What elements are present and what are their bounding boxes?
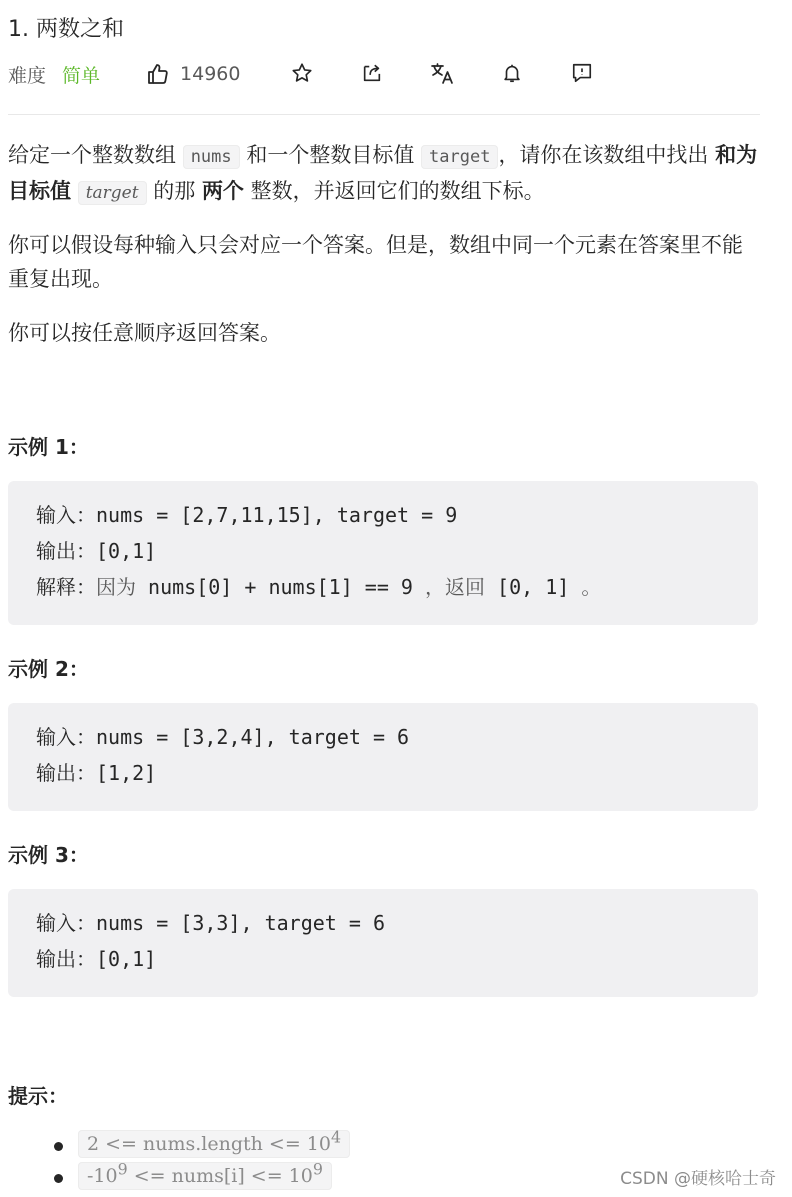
thumbs-up-icon bbox=[146, 62, 170, 86]
problem-meta-bar bbox=[8, 58, 768, 90]
example-2-block bbox=[8, 703, 758, 811]
share-icon bbox=[361, 62, 383, 84]
output-value: [1,2] bbox=[96, 761, 157, 785]
inline-code-target-italic: target bbox=[78, 181, 147, 205]
description-paragraph-2: 你可以假设每种输入只会对应一个答案。但是，数组中同一个元素在答案里不能重复出现。 bbox=[8, 233, 743, 291]
subscribe-button[interactable] bbox=[500, 61, 524, 85]
input-label: 输入： bbox=[36, 503, 96, 527]
hint-item bbox=[78, 1128, 350, 1160]
inline-code-nums: nums bbox=[183, 145, 240, 169]
inline-code-target: target bbox=[421, 145, 498, 169]
example-explain-line bbox=[36, 569, 730, 605]
text: 整数，并返回它们的数组下标。 bbox=[250, 179, 545, 203]
explain-label: 解释： bbox=[36, 575, 96, 599]
example-2-heading: 示例 2： bbox=[8, 657, 89, 681]
hints-list bbox=[0, 1128, 350, 1192]
example-input-line bbox=[36, 905, 730, 941]
input-value: nums = [3,3], target = 6 bbox=[96, 911, 385, 935]
feedback-icon bbox=[571, 62, 593, 84]
output-value: [0,1] bbox=[96, 947, 157, 971]
hint-exponent: 9 bbox=[312, 1160, 323, 1179]
example-1-heading: 示例 1： bbox=[8, 435, 89, 459]
bold-text: 和为目标值 bbox=[8, 143, 758, 203]
header-divider bbox=[8, 114, 760, 115]
difficulty-badge: 简单 bbox=[62, 64, 101, 87]
like-button[interactable] bbox=[146, 62, 240, 86]
hint-text: -10 bbox=[87, 1165, 118, 1188]
difficulty-label: 难度 bbox=[8, 64, 47, 87]
text: 因为 bbox=[96, 575, 136, 599]
output-label: 输出： bbox=[36, 761, 96, 785]
input-label: 输入： bbox=[36, 725, 96, 749]
example-input-line bbox=[36, 497, 730, 533]
example-output-line bbox=[36, 941, 730, 977]
text: ，返回 bbox=[425, 575, 485, 599]
translate-icon bbox=[430, 61, 454, 85]
translate-button[interactable] bbox=[430, 61, 454, 85]
hints-heading: 提示： bbox=[8, 1084, 68, 1108]
input-label: 输入： bbox=[36, 911, 96, 935]
example-output-line bbox=[36, 755, 730, 791]
example-1-block bbox=[8, 481, 758, 625]
explain-code: [0, 1] bbox=[497, 575, 570, 599]
bell-icon bbox=[501, 62, 523, 84]
input-value: nums = [2,7,11,15], target = 9 bbox=[96, 503, 458, 527]
text: 给定一个整数数组 bbox=[8, 143, 176, 167]
feedback-button[interactable] bbox=[570, 61, 594, 85]
output-label: 输出： bbox=[36, 539, 96, 563]
watermark: CSDN @硬核哈士奇 bbox=[620, 1169, 776, 1189]
text: 和一个整数目标值 bbox=[246, 143, 415, 167]
output-label: 输出： bbox=[36, 947, 96, 971]
example-input-line bbox=[36, 719, 730, 755]
example-3-heading: 示例 3： bbox=[8, 843, 89, 867]
example-output-line bbox=[36, 533, 730, 569]
explain-code: nums[0] + nums[1] == 9 bbox=[148, 575, 413, 599]
hint-exponent: 9 bbox=[117, 1160, 128, 1179]
text: 。 bbox=[581, 575, 602, 599]
hint-text: <= nums[i] <= 10 bbox=[127, 1165, 313, 1188]
hint-exponent: 4 bbox=[330, 1128, 342, 1147]
description-paragraph-1 bbox=[8, 138, 760, 210]
example-3-block bbox=[8, 889, 758, 997]
star-icon bbox=[291, 62, 313, 84]
hint-text: 2 <= nums.length <= 10 bbox=[87, 1133, 331, 1156]
favorite-button[interactable] bbox=[290, 61, 314, 85]
like-count: 14960 bbox=[180, 63, 241, 85]
input-value: nums = [3,2,4], target = 6 bbox=[96, 725, 410, 749]
hint-item bbox=[78, 1160, 350, 1192]
share-button[interactable] bbox=[360, 61, 384, 85]
problem-title: 1. 两数之和 bbox=[8, 17, 124, 42]
bold-text: 两个 bbox=[201, 179, 244, 203]
text: ，请你在该数组中找出 bbox=[498, 143, 709, 167]
description-paragraph-3: 你可以按任意顺序返回答案。 bbox=[8, 321, 281, 345]
output-value: [0,1] bbox=[96, 539, 157, 563]
text: 的那 bbox=[153, 179, 196, 203]
